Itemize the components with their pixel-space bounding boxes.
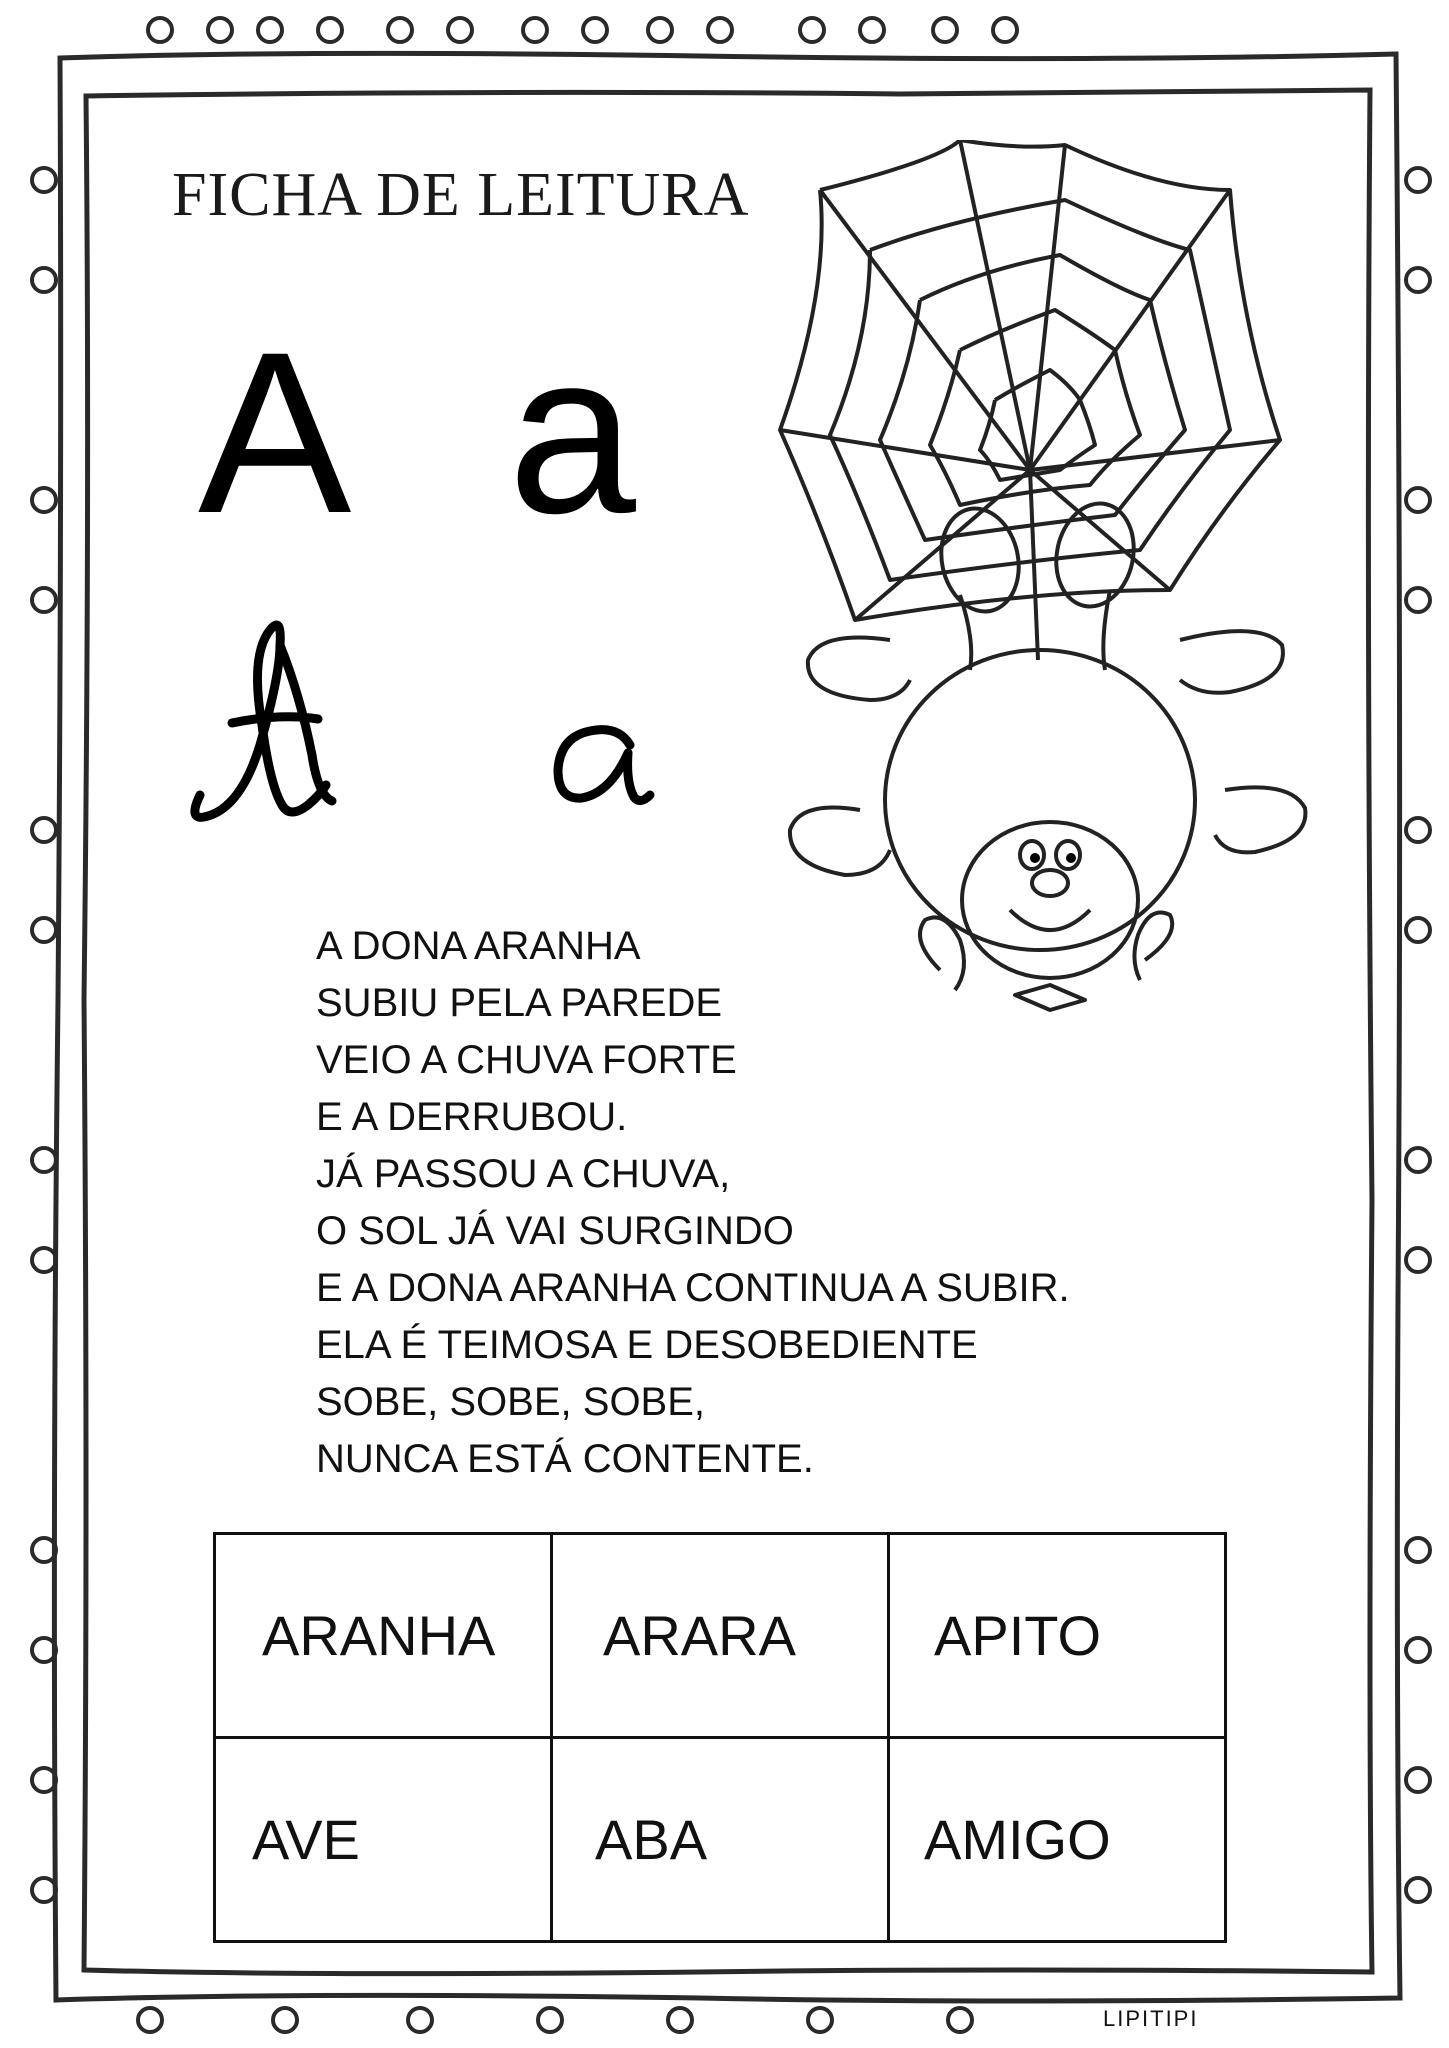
- border-loop: [32, 168, 56, 192]
- worksheet-title: FICHA DE LEITURA: [172, 161, 750, 229]
- border-loop: [860, 18, 884, 42]
- border-loop: [1406, 168, 1430, 192]
- border-loop: [32, 818, 56, 842]
- word-cell: [889, 1534, 1226, 1738]
- word-cell: [215, 1534, 552, 1738]
- word-row: [215, 1534, 1226, 1738]
- watermark-text: LIPITIPI: [1103, 2006, 1199, 2031]
- word-cell: [889, 1738, 1226, 1942]
- word-aranha: ARANHA: [262, 1604, 496, 1667]
- border-loop: [32, 488, 56, 512]
- border-loop: [1406, 818, 1430, 842]
- border-loop: [1406, 268, 1430, 292]
- border-loop: [388, 18, 412, 42]
- poem-line: JÁ PASSOU A CHUVA,: [316, 1152, 731, 1196]
- border-loop: [1406, 1148, 1430, 1172]
- word-amigo: AMIGO: [924, 1808, 1111, 1871]
- poem-line: A DONA ARANHA: [316, 924, 641, 968]
- word-aba: ABA: [595, 1808, 708, 1871]
- border-loop: [648, 18, 672, 42]
- border-loop: [258, 18, 282, 42]
- word-apito: APITO: [934, 1604, 1102, 1667]
- border-loop: [32, 1248, 56, 1272]
- poem-line: E A DERRUBOU.: [316, 1095, 628, 1139]
- border-loop: [933, 18, 957, 42]
- border-loop: [1406, 918, 1430, 942]
- poem-line: O SOL JÁ VAI SURGINDO: [316, 1209, 794, 1253]
- cursive-letters: [170, 605, 670, 835]
- poem-line: E A DONA ARANHA CONTINUA A SUBIR.: [316, 1266, 1070, 1310]
- border-loop: [32, 1878, 56, 1902]
- border-loop: [408, 2008, 432, 2032]
- print-lowercase-letter: a: [508, 304, 636, 561]
- word-grid: [213, 1532, 1227, 1943]
- border-loop: [32, 268, 56, 292]
- word-cell: [552, 1738, 889, 1942]
- poem-line: ELA É TEIMOSA E DESOBEDIENTE: [316, 1323, 978, 1367]
- border-loop: [148, 18, 172, 42]
- word-cell: [215, 1738, 552, 1942]
- poem-line: SUBIU PELA PAREDE: [316, 981, 723, 1025]
- border-loop: [448, 18, 472, 42]
- border-loop: [708, 18, 732, 42]
- border-loop: [523, 18, 547, 42]
- poem-text: [316, 918, 1070, 1488]
- border-loop: [1406, 488, 1430, 512]
- border-loop: [948, 2008, 972, 2032]
- poem-line: NUNCA ESTÁ CONTENTE.: [316, 1437, 814, 1481]
- word-row: [215, 1738, 1226, 1942]
- poem-line: SOBE, SOBE, SOBE,: [316, 1380, 706, 1424]
- border-loop: [1406, 1248, 1430, 1272]
- border-loop: [1406, 1878, 1430, 1902]
- poem-line: VEIO A CHUVA FORTE: [316, 1038, 737, 1082]
- border-loop: [800, 18, 824, 42]
- print-uppercase-letter: A: [198, 304, 352, 561]
- border-loop: [993, 18, 1017, 42]
- cursive-lowercase-a: [558, 730, 650, 801]
- word-ave: AVE: [252, 1808, 360, 1871]
- border-loop: [32, 1148, 56, 1172]
- border-loop: [273, 2008, 297, 2032]
- cursive-uppercase-a-right: [280, 645, 332, 801]
- border-loop: [318, 18, 342, 42]
- border-loop: [32, 588, 56, 612]
- border-loop: [32, 918, 56, 942]
- border-loop: [583, 18, 607, 42]
- spider-web-illustration: [760, 140, 1340, 1030]
- border-loop: [1406, 588, 1430, 612]
- border-loop: [808, 2008, 832, 2032]
- border-loop: [1406, 1538, 1430, 1562]
- border-loop: [668, 2008, 692, 2032]
- border-loop: [1406, 1638, 1430, 1662]
- border-loop: [1406, 1768, 1430, 1792]
- word-cell: [552, 1534, 889, 1738]
- word-arara: ARARA: [603, 1604, 796, 1667]
- border-loop: [538, 2008, 562, 2032]
- border-loop: [138, 2008, 162, 2032]
- border-loop: [208, 18, 232, 42]
